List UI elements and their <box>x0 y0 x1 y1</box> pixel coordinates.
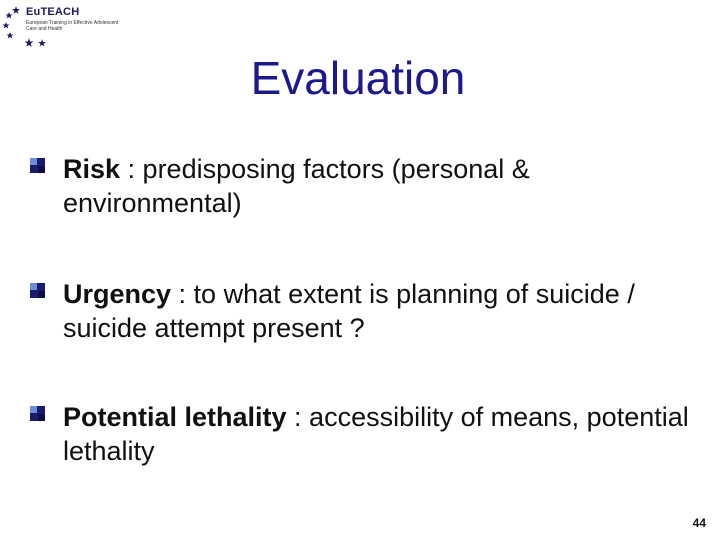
square-bullet-icon <box>30 158 45 173</box>
bullet-text <box>63 152 703 220</box>
bullet-description: : predisposing factors (personal & environmental) <box>63 154 530 218</box>
bullet-description: : to what extent is planning of suicide / suicide attempt present ? <box>63 279 635 343</box>
slide-title <box>0 50 720 106</box>
square-bullet-icon <box>30 406 45 421</box>
bullet-description: : accessibility of means, potential lethality <box>63 402 689 466</box>
bullet-term: Potential lethality <box>63 402 287 432</box>
slide-title-text: Evaluation <box>250 52 466 104</box>
bullet-text <box>63 277 703 345</box>
bullet-term: Urgency <box>63 279 172 309</box>
logo-subtitle-line-1: European Training in Effective Adolescent <box>26 20 119 26</box>
logo-stars-icon <box>24 38 54 48</box>
bullet-text <box>63 400 703 468</box>
eutreach-logo <box>2 4 120 48</box>
square-bullet-icon <box>30 283 45 298</box>
bullet-term: Risk <box>63 154 121 184</box>
page-number: 44 <box>692 516 706 530</box>
logo-name: EuTEACH <box>26 6 80 18</box>
logo-subtitle-line-2: Care and Health <box>26 26 63 32</box>
star-circle-icon <box>2 4 26 48</box>
